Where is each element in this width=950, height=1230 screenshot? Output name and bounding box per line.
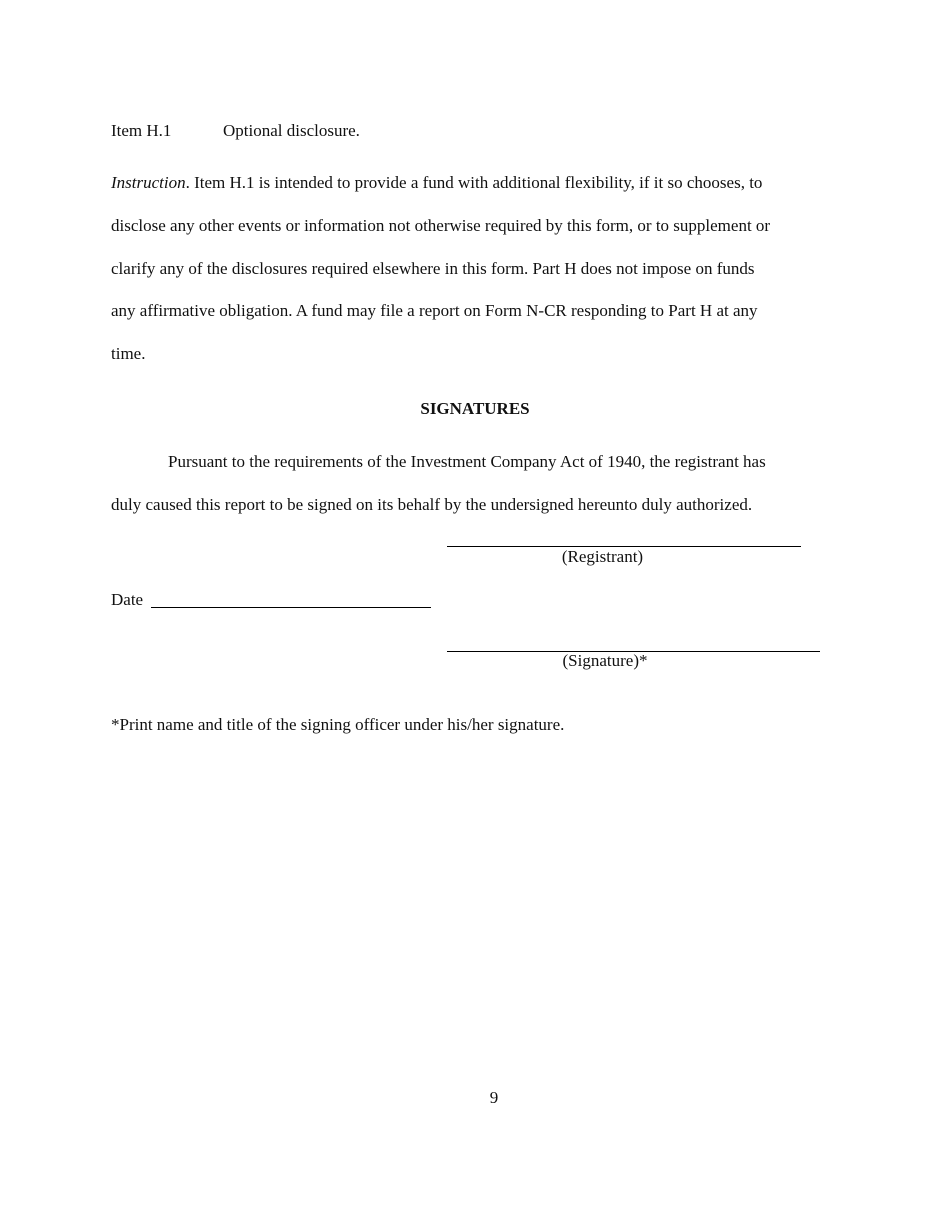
instruction-line: any affirmative obligation. A fund may file a report on Form N-CR responding to Part H at any (111, 301, 758, 321)
date-field-line[interactable] (151, 607, 431, 608)
instruction-line: time. (111, 344, 146, 364)
signatures-heading: SIGNATURES (420, 399, 530, 418)
signature-caption: (Signature)* (562, 651, 648, 670)
item-heading (111, 120, 360, 142)
instruction-line: disclose any other events or information not otherwise required by this form, or to supplement or (111, 215, 771, 235)
instruction-line: Instruction. Item H.1 is intended to provide a fund with additional flexibility, if it so chooses, to (111, 173, 763, 192)
instruction-line: clarify any of the disclosures required elsewhere in this form. Part H does not impose on funds (111, 258, 755, 278)
signatures-paragraph-line: Pursuant to the requirements of the Investment Company Act of 1940, the registrant has (168, 452, 766, 471)
page-number: 9 (489, 1088, 499, 1107)
signatures-paragraph (111, 440, 841, 526)
instruction-paragraph (111, 162, 841, 376)
item-number: Item H.1 (111, 121, 172, 140)
registrant-caption: (Registrant) (561, 547, 644, 566)
signatures-paragraph-line: duly caused this report to be signed on its behalf by the undersigned hereunto duly authorized. (111, 495, 753, 514)
item-title: Optional disclosure. (223, 121, 360, 140)
instruction-label: Instruction (111, 173, 186, 192)
signature-footnote: *Print name and title of the signing officer under his/her signature. (111, 715, 565, 734)
date-label: Date (111, 590, 144, 609)
